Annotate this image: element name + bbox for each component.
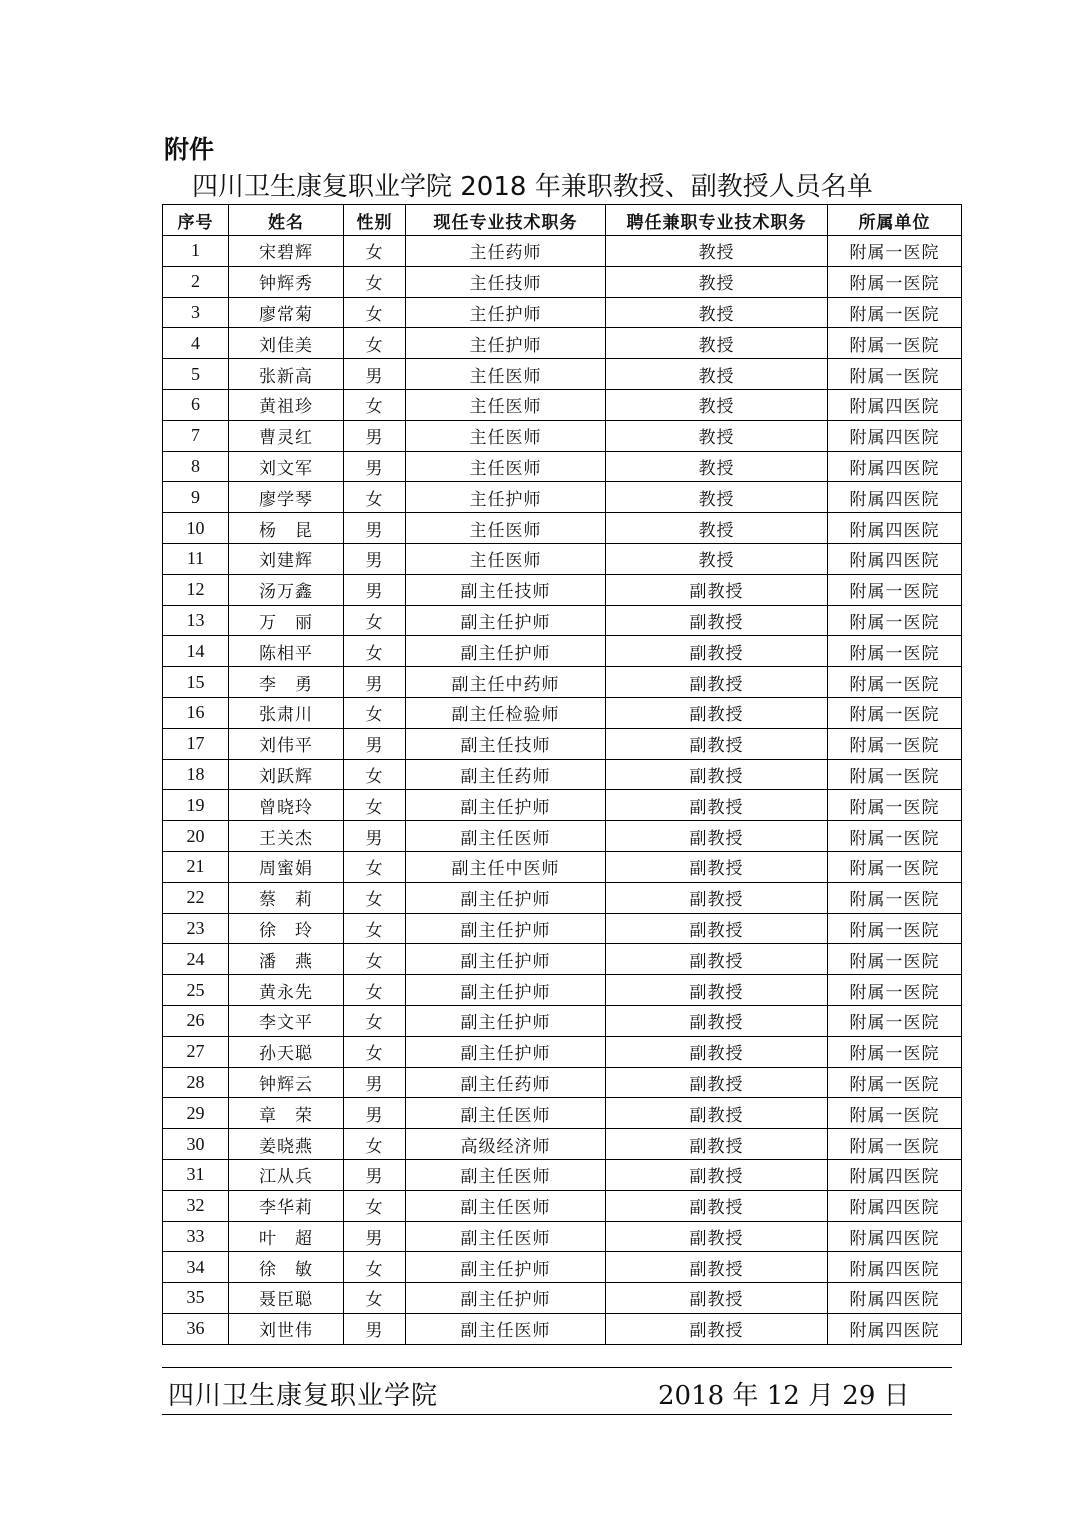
cell-name: 姜晓燕 [229,1129,344,1160]
document-title: 四川卫生康复职业学院 2018 年兼职教授、副教授人员名单 [192,172,873,202]
cell-appointed-title: 副教授 [606,1067,828,1098]
cell-appointed-title: 副教授 [606,728,828,759]
cell-index: 33 [163,1221,229,1252]
cell-unit: 附属一医院 [828,1098,962,1129]
table-row [163,697,962,728]
cell-unit: 附属一医院 [828,297,962,328]
cell-gender: 男 [344,543,406,574]
cell-name: 钟辉云 [229,1067,344,1098]
cell-name: 孙天聪 [229,1036,344,1067]
cell-appointed-title: 教授 [606,451,828,482]
roster-table-body [163,236,962,1345]
cell-index: 11 [163,543,229,574]
table-row [163,1067,962,1098]
cell-index: 35 [163,1283,229,1314]
table-row [163,1129,962,1160]
cell-index: 28 [163,1067,229,1098]
cell-unit: 附属一医院 [828,1129,962,1160]
cell-index: 19 [163,790,229,821]
cell-name: 刘建辉 [229,543,344,574]
cell-name: 廖常菊 [229,297,344,328]
cell-index: 25 [163,975,229,1006]
cell-gender: 男 [344,359,406,390]
cell-appointed-title: 副教授 [606,1129,828,1160]
cell-gender: 女 [344,882,406,913]
table-row [163,975,962,1006]
cell-appointed-title: 副教授 [606,605,828,636]
cell-name: 聂臣聪 [229,1283,344,1314]
cell-appointed-title: 副教授 [606,1005,828,1036]
cell-index: 36 [163,1313,229,1344]
cell-unit: 附属一医院 [828,1036,962,1067]
cell-name: 蔡 莉 [229,882,344,913]
cell-name: 黄祖珍 [229,389,344,420]
cell-name: 张肃川 [229,697,344,728]
cell-unit: 附属一医院 [828,882,962,913]
cell-index: 7 [163,420,229,451]
footer-rule-bottom [162,1414,952,1415]
cell-unit: 附属一医院 [828,851,962,882]
table-row [163,236,962,267]
cell-gender: 男 [344,667,406,698]
cell-current-title: 副主任中医师 [406,851,606,882]
cell-index: 27 [163,1036,229,1067]
cell-name: 陈相平 [229,636,344,667]
cell-appointed-title: 副教授 [606,1313,828,1344]
cell-gender: 女 [344,1283,406,1314]
cell-appointed-title: 副教授 [606,1252,828,1283]
cell-gender: 男 [344,451,406,482]
cell-gender: 男 [344,728,406,759]
cell-current-title: 副主任护师 [406,1283,606,1314]
cell-appointed-title: 教授 [606,328,828,359]
cell-name: 徐 玲 [229,913,344,944]
cell-unit: 附属四医院 [828,1159,962,1190]
column-header-appointed-title: 聘任兼职专业技术职务 [606,205,828,236]
cell-appointed-title: 副教授 [606,1098,828,1129]
cell-current-title: 副主任医师 [406,821,606,852]
cell-gender: 女 [344,697,406,728]
cell-name: 刘佳美 [229,328,344,359]
cell-appointed-title: 副教授 [606,667,828,698]
cell-appointed-title: 教授 [606,420,828,451]
table-row [163,1313,962,1344]
cell-gender: 女 [344,1036,406,1067]
cell-index: 2 [163,266,229,297]
table-row [163,913,962,944]
cell-current-title: 副主任护师 [406,605,606,636]
cell-unit: 附属一医院 [828,759,962,790]
table-row [163,1283,962,1314]
table-row [163,297,962,328]
cell-appointed-title: 副教授 [606,1283,828,1314]
cell-appointed-title: 教授 [606,359,828,390]
cell-index: 18 [163,759,229,790]
table-row [163,882,962,913]
cell-current-title: 主任医师 [406,451,606,482]
cell-unit: 附属四医院 [828,389,962,420]
cell-gender: 男 [344,1067,406,1098]
cell-name: 潘 燕 [229,944,344,975]
cell-index: 26 [163,1005,229,1036]
table-row [163,574,962,605]
cell-current-title: 副主任护师 [406,944,606,975]
cell-current-title: 副主任医师 [406,1221,606,1252]
cell-index: 9 [163,482,229,513]
cell-gender: 女 [344,975,406,1006]
table-row [163,667,962,698]
cell-unit: 附属一医院 [828,1067,962,1098]
cell-current-title: 主任医师 [406,359,606,390]
cell-appointed-title: 副教授 [606,636,828,667]
cell-gender: 女 [344,1252,406,1283]
cell-gender: 男 [344,513,406,544]
cell-name: 黄永先 [229,975,344,1006]
cell-name: 曹灵红 [229,420,344,451]
attachment-label: 附件 [164,135,215,164]
cell-gender: 女 [344,389,406,420]
cell-current-title: 副主任医师 [406,1313,606,1344]
cell-name: 万 丽 [229,605,344,636]
cell-current-title: 副主任护师 [406,1252,606,1283]
cell-name: 刘文军 [229,451,344,482]
table-row [163,513,962,544]
cell-name: 钟辉秀 [229,266,344,297]
column-header-gender: 性别 [344,205,406,236]
cell-unit: 附属一医院 [828,697,962,728]
cell-unit: 附属一医院 [828,605,962,636]
cell-appointed-title: 教授 [606,236,828,267]
cell-unit: 附属一医院 [828,1005,962,1036]
column-header-current-title: 现任专业技术职务 [406,205,606,236]
table-row [163,1005,962,1036]
cell-current-title: 副主任技师 [406,574,606,605]
cell-unit: 附属一医院 [828,975,962,1006]
cell-index: 12 [163,574,229,605]
cell-name: 刘伟平 [229,728,344,759]
table-row [163,851,962,882]
cell-index: 31 [163,1159,229,1190]
cell-unit: 附属四医院 [828,513,962,544]
cell-unit: 附属四医院 [828,1313,962,1344]
cell-index: 10 [163,513,229,544]
cell-index: 21 [163,851,229,882]
cell-appointed-title: 教授 [606,266,828,297]
cell-current-title: 主任护师 [406,482,606,513]
table-row [163,1159,962,1190]
footer-rule-top [162,1367,952,1368]
cell-unit: 附属四医院 [828,1252,962,1283]
cell-current-title: 主任医师 [406,389,606,420]
cell-index: 29 [163,1098,229,1129]
table-row [163,1252,962,1283]
cell-current-title: 副主任护师 [406,975,606,1006]
cell-name: 曾晓玲 [229,790,344,821]
table-row [163,759,962,790]
table-row [163,359,962,390]
cell-current-title: 主任技师 [406,266,606,297]
cell-gender: 女 [344,913,406,944]
cell-current-title: 副主任护师 [406,913,606,944]
cell-current-title: 副主任检验师 [406,697,606,728]
cell-index: 13 [163,605,229,636]
cell-unit: 附属四医院 [828,1190,962,1221]
cell-index: 30 [163,1129,229,1160]
cell-current-title: 副主任技师 [406,728,606,759]
cell-unit: 附属一医院 [828,266,962,297]
cell-gender: 女 [344,851,406,882]
table-row [163,1036,962,1067]
cell-appointed-title: 副教授 [606,975,828,1006]
cell-index: 24 [163,944,229,975]
table-row [163,944,962,975]
table-row [163,543,962,574]
cell-name: 李华莉 [229,1190,344,1221]
cell-current-title: 主任医师 [406,420,606,451]
cell-unit: 附属一医院 [828,944,962,975]
cell-current-title: 副主任医师 [406,1159,606,1190]
cell-appointed-title: 副教授 [606,913,828,944]
cell-current-title: 副主任护师 [406,790,606,821]
cell-index: 8 [163,451,229,482]
cell-unit: 附属四医院 [828,1283,962,1314]
cell-gender: 女 [344,1129,406,1160]
cell-appointed-title: 副教授 [606,821,828,852]
cell-gender: 女 [344,605,406,636]
cell-index: 14 [163,636,229,667]
cell-appointed-title: 副教授 [606,1221,828,1252]
cell-unit: 附属四医院 [828,420,962,451]
cell-gender: 男 [344,574,406,605]
cell-unit: 附属一医院 [828,328,962,359]
cell-gender: 男 [344,420,406,451]
cell-current-title: 副主任医师 [406,1098,606,1129]
cell-current-title: 副主任护师 [406,1036,606,1067]
cell-name: 周蜜娟 [229,851,344,882]
cell-name: 张新高 [229,359,344,390]
table-row [163,728,962,759]
cell-index: 15 [163,667,229,698]
cell-gender: 男 [344,821,406,852]
cell-current-title: 副主任药师 [406,1067,606,1098]
cell-unit: 附属一医院 [828,667,962,698]
cell-unit: 附属一医院 [828,574,962,605]
cell-index: 23 [163,913,229,944]
cell-gender: 女 [344,1005,406,1036]
cell-appointed-title: 教授 [606,389,828,420]
cell-name: 廖学琴 [229,482,344,513]
cell-appointed-title: 教授 [606,297,828,328]
cell-gender: 女 [344,236,406,267]
cell-appointed-title: 副教授 [606,790,828,821]
cell-gender: 男 [344,1159,406,1190]
cell-index: 32 [163,1190,229,1221]
table-row [163,821,962,852]
cell-appointed-title: 副教授 [606,944,828,975]
cell-name: 刘世伟 [229,1313,344,1344]
cell-name: 王关杰 [229,821,344,852]
cell-unit: 附属一医院 [828,728,962,759]
cell-name: 江从兵 [229,1159,344,1190]
table-row [163,482,962,513]
cell-current-title: 副主任中药师 [406,667,606,698]
cell-unit: 附属四医院 [828,482,962,513]
cell-gender: 女 [344,790,406,821]
cell-name: 叶 超 [229,1221,344,1252]
cell-gender: 男 [344,1221,406,1252]
cell-gender: 女 [344,636,406,667]
cell-appointed-title: 副教授 [606,851,828,882]
cell-appointed-title: 教授 [606,513,828,544]
cell-unit: 附属一医院 [828,236,962,267]
table-row [163,1221,962,1252]
cell-index: 1 [163,236,229,267]
roster-table [162,204,962,1345]
cell-unit: 附属四医院 [828,451,962,482]
table-row [163,328,962,359]
cell-name: 汤万鑫 [229,574,344,605]
cell-index: 3 [163,297,229,328]
cell-name: 宋碧辉 [229,236,344,267]
cell-current-title: 主任护师 [406,328,606,359]
table-row [163,389,962,420]
table-header-row [163,205,962,236]
cell-appointed-title: 副教授 [606,1190,828,1221]
cell-current-title: 主任护师 [406,297,606,328]
table-row [163,266,962,297]
cell-appointed-title: 副教授 [606,1159,828,1190]
cell-gender: 女 [344,759,406,790]
cell-index: 22 [163,882,229,913]
cell-unit: 附属一医院 [828,790,962,821]
table-row [163,605,962,636]
cell-gender: 女 [344,482,406,513]
cell-current-title: 主任医师 [406,513,606,544]
cell-name: 李文平 [229,1005,344,1036]
cell-name: 杨 昆 [229,513,344,544]
cell-appointed-title: 副教授 [606,882,828,913]
column-header-unit: 所属单位 [828,205,962,236]
column-header-index: 序号 [163,205,229,236]
cell-unit: 附属一医院 [828,913,962,944]
cell-unit: 附属一医院 [828,359,962,390]
cell-gender: 女 [344,297,406,328]
footer-date: 2018 年 12 月 29 日 [658,1381,910,1411]
cell-gender: 女 [344,266,406,297]
footer-organization: 四川卫生康复职业学院 [168,1381,439,1411]
cell-name: 李 勇 [229,667,344,698]
table-row [163,1098,962,1129]
cell-current-title: 副主任医师 [406,1190,606,1221]
cell-gender: 男 [344,1098,406,1129]
cell-index: 20 [163,821,229,852]
cell-gender: 女 [344,328,406,359]
cell-unit: 附属一医院 [828,636,962,667]
cell-name: 徐 敏 [229,1252,344,1283]
cell-current-title: 主任药师 [406,236,606,267]
table-row [163,451,962,482]
cell-appointed-title: 教授 [606,482,828,513]
cell-current-title: 副主任药师 [406,759,606,790]
cell-index: 4 [163,328,229,359]
cell-index: 6 [163,389,229,420]
cell-gender: 女 [344,944,406,975]
table-row [163,636,962,667]
cell-name: 刘跃辉 [229,759,344,790]
cell-appointed-title: 副教授 [606,1036,828,1067]
cell-index: 16 [163,697,229,728]
table-row [163,1190,962,1221]
cell-appointed-title: 副教授 [606,759,828,790]
cell-appointed-title: 教授 [606,543,828,574]
cell-unit: 附属一医院 [828,821,962,852]
cell-appointed-title: 副教授 [606,697,828,728]
table-row [163,420,962,451]
cell-index: 34 [163,1252,229,1283]
cell-current-title: 主任医师 [406,543,606,574]
cell-gender: 女 [344,1190,406,1221]
cell-current-title: 副主任护师 [406,1005,606,1036]
cell-unit: 附属四医院 [828,543,962,574]
cell-name: 章 荣 [229,1098,344,1129]
cell-appointed-title: 副教授 [606,574,828,605]
cell-current-title: 副主任护师 [406,636,606,667]
cell-gender: 男 [344,1313,406,1344]
table-row [163,790,962,821]
cell-current-title: 副主任护师 [406,882,606,913]
column-header-name: 姓名 [229,205,344,236]
cell-index: 5 [163,359,229,390]
cell-index: 17 [163,728,229,759]
cell-current-title: 高级经济师 [406,1129,606,1160]
cell-unit: 附属四医院 [828,1221,962,1252]
